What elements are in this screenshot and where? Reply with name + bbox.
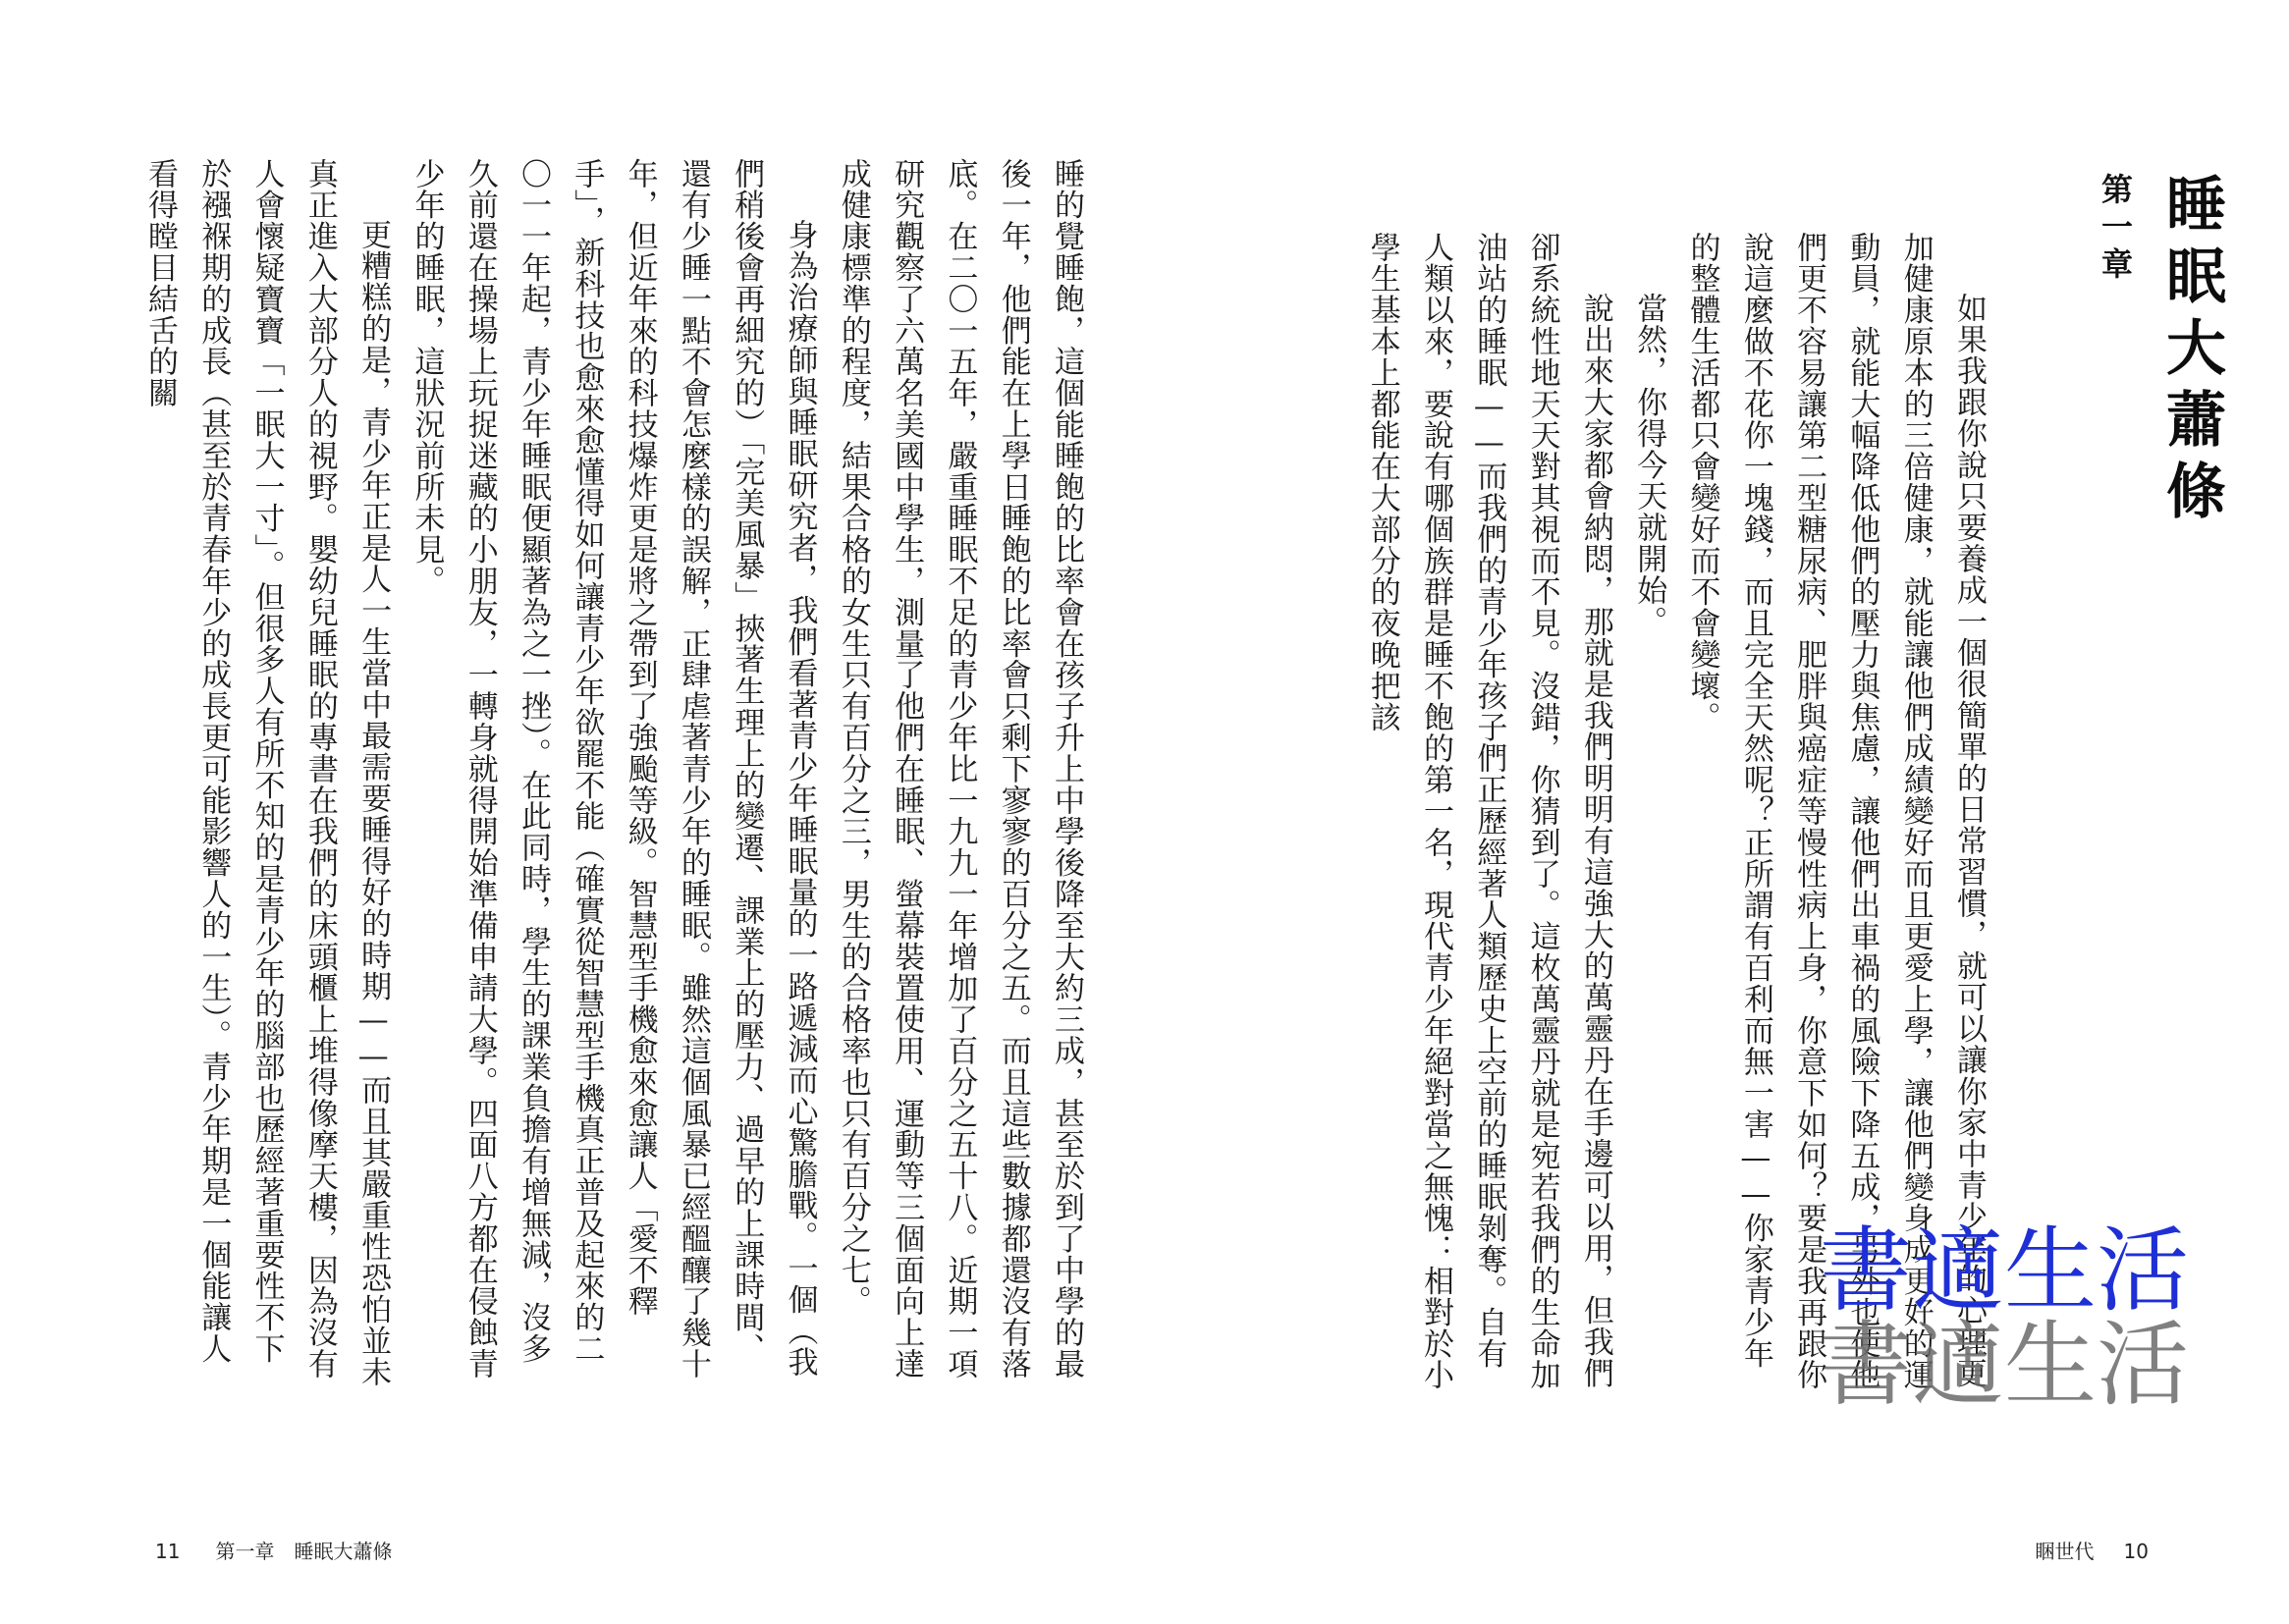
left-page-body (141, 158, 1093, 1393)
body-paragraph: 說出來大家都會納悶，那就是我們明明有這強大的萬靈丹在手邊可以用，但我們卻系統性地天天對其視而不見。沒錯，你猜到了。這枚萬靈丹就是宛若我們的生命加油站的睡眠——而我們的青少年孩子們正歷經著人類歷史上空前的睡眠剝奪。自有人類以來，要說有哪個族群是睡不飽的第一名，現代青少年絕對當之無愧：相對於小學生基本上都能在大部分的夜晚把該 (1364, 232, 1613, 1391)
body-paragraph: 睡的覺睡飽，這個能睡飽的比率會在孩子升上中學後降至大約三成，甚至於到了中學的最後一年，他們能在上學日睡飽的比率會只剩下寥寥的百分之五。而且這些數據都還沒有落底。在二〇一五年，嚴重睡眠不足的青少年比一九九一年增加了百分之五十八。近期一項研究觀察了六萬名美國中學生，測量了他們在睡眠、螢幕裝置使用、運動等三個面向上達成健康標準的程度，結果合格的女生只有百分之三，男生的合格率也只有百分之七。 (835, 158, 1084, 1380)
body-paragraph: 當然，你得今天就開始。 (1631, 293, 1667, 637)
page-number: 11 (155, 1540, 181, 1563)
page-number: 10 (2123, 1540, 2149, 1563)
chapter-title: 睡眠大蕭條 (2156, 173, 2226, 531)
publisher-watermark-shadow: 書適生活 (1819, 1312, 2189, 1419)
right-page-footer (2036, 1536, 2149, 1564)
right-page (1145, 0, 2289, 1624)
body-paragraph: 更糟糕的是，青少年正是人一生當中最需要睡得好的時期——而且其嚴重性恐怕並未真正進入大部分人的視野。嬰幼兒睡眠的專書在我們的床頭櫃上堆得像摩天樓，因為沒有人會懷疑寶寶「一眠大一寸」。但很多人有所不知的是青少年的腦部也歷經著重要性不下於襁褓期的成長（甚至於青春年少的成長更可能影響人的一生）。青少年期是一個能讓人看得瞠目結舌的關 (141, 158, 392, 1388)
left-page (0, 0, 1144, 1624)
publisher-watermark: 書適生活 (1819, 1218, 2189, 1325)
body-paragraph: 如果我跟你說只要養成一個很簡單的日常習慣，就可以讓你家中青少年的心理更加健康原本的三倍健康，就能讓他們成績變好而且更愛上學，讓他們變身成更好的運動員，就能大幅降低他們的壓力與焦慮，讓他們出車禍的風險下降五成，另外也使他們更不容易讓第二型糖尿病、肥胖與癌症等慢性病上身，你意下如何？要是我再跟你說這麼做不花你一塊錢，而且完全天然呢？正所謂有百利而無一害——你家青少年的整體生活都只會變好而不會變壞。 (1684, 232, 1987, 1391)
left-page-footer (155, 1536, 392, 1564)
body-paragraph: 身為治療師與睡眠研究者，我們看著青少年睡眠量的一路遞減而心驚膽戰。一個（我們稍後會再細究的）「完美風暴」挾著生理上的變遷、課業上的壓力、過早的上課時間、還有少睡一點不會怎麼樣的誤解，正肆虐著青少年的睡眠。雖然這個風暴已經醞釀了幾十年，但近年來的科技爆炸更是將之帶到了強颱等級。智慧型手機愈來愈讓人「愛不釋手」，新科技也愈來愈懂得如何讓青少年欲罷不能（確實從智慧型手機真正普及起來的二〇一一年起，青少年睡眠便顯著為之一挫）。在此同時，學生的課業負擔有增無減，沒多久前還在操場上玩捉迷藏的小朋友，一轉身就得開始準備申請大學。四面八方都在侵蝕青少年的睡眠，這狀況前所未見。 (409, 158, 818, 1380)
running-head: 第一章 睡眠大蕭條 (215, 1540, 393, 1563)
running-head: 睏世代 (2035, 1540, 2095, 1563)
chapter-number: 第一章 (2097, 173, 2134, 285)
right-page-body (1364, 232, 1995, 1393)
